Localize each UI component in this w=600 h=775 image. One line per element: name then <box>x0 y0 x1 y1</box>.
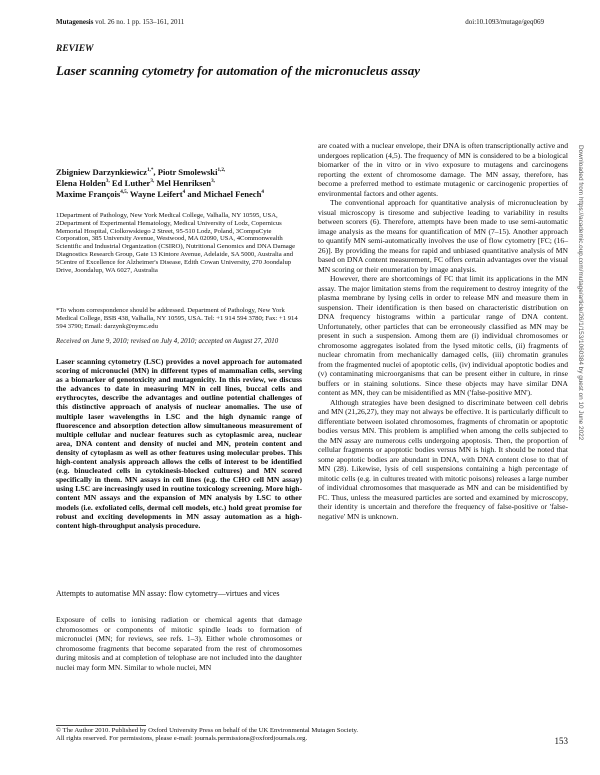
body-text-left: Exposure of cells to ionising radiation or chemical agents that damage chromosomes or components of mitotic spindle leads to formation of micronuclei (MN; for reviews, see refs. 1–3). Either whole chromosomes or chromosome fragments that become separated from the rest of chromosomes during mitosis and at completion of telophase are not included into the daughter nuclei may form MN. Similar to whole nuclei, MN <box>56 615 302 672</box>
copyright-line: © The Author 2010. Published by Oxford University Press on behalf of the UK Environmental Mutagen Society. <box>56 727 359 734</box>
journal-name: Mutagenesis <box>56 18 94 26</box>
footer-rule <box>56 725 146 726</box>
paragraph: However, there are shortcomings of FC that limit its applications in the MN assay. The major limitation stems from the requirement to destroy integrity of the plasma membrane by lysing cells in order to release MN and measure them in suspension. Their identification is then based on characteristic distribution on DNA frequency histograms within a particular range of DNA content. Unfortunately, other particles that can be erroneously classified as MN may be present in such a suspension. Among them are (i) individual chromosomes or chromosome aggregates isolated from the lysed mitotic cells, (ii) fragments of nuclear chromatin from mechanically damaged cells, (iii) chromatin granules from the fragmented nuclei of apoptotic cells, (iv) individual apoptotic bodies and (v) contaminating microorganisms that can be present either in culture, in rinse buffers or in staining solutions. Since these objects may have similar DNA content as MN, they can be misidentified as MN ('false-positive MN'). <box>318 274 568 397</box>
article-title: Laser scanning cytometry for automation of the micronucleus assay <box>56 63 421 78</box>
author-line: Elena Holden$^{3,}$ Ed Luther$^{3,}$ Mel Henriksen$^{3,}$ <box>56 178 215 188</box>
correspondence: *To whom correspondence should be addressed. Department of Pathology, New York Medical College, BSB 438, Valhalla, NY 10595, USA. Tel: +1 914 594 3780; Fax: +1 914 594 3790; Email: darzynk@nymc.edu <box>56 307 298 330</box>
body-text-right <box>318 141 568 521</box>
watermark-text: Downloaded from https://academic.oup.com/mutage/article/26/1/153/1060384 by guest on 10 June 2022 <box>577 145 584 441</box>
journal-header <box>56 18 184 26</box>
paragraph: are coated with a nuclear envelope, their DNA is often transcriptionally active and undergoes replication (4,5). The frequency of MN is considered to be a biological biomarker of the in vitro or in vivo exposure to mutagens and carcinogens reporting the extent of chromosome damage. The MN assay, therefore, has become a preferred method to estimate mutagenic or carcinogenic properties of environmental factors and other agents. <box>318 141 568 198</box>
paragraph: The conventional approach for quantitative analysis of micronucleation by visual microscopy is tiresome and subjective leading to variability in results between scorers (6). Therefore, attempts have been made to use semi-automatic image analysis as the means for quantification of MN (7–15). Another approach to quantify MN semi-automatically involves the use of flow cytometry [FC; (16–26)]. By providing the means for rapid and unbiased quantitative analysis of MN based on DNA content measurement, FC offers certain advantages over the visual MN scoring or their enumeration by image analysis. <box>318 198 568 274</box>
paragraph: Although strategies have been designed to discriminate between cell debris and MN (21,26,27), they may not always be effective. It is particularly difficult to differentiate between isolated chromosomes, fragments of chromatin or apoptotic bodies versus MN. This problem is amplified when among the cells subjected to the MN assay are numerous cells undergoing apoptosis. Then, the proportion of cellular fragments or apoptotic bodies versus MN is high. It should be noted that some apoptotic bodies are abundant in DNA, with DNA content close to that of MN (28). Likewise, lysis of cell suspensions containing a high percentage of mitotic cells (e.g. in cultures treated with mitotic poisons) releases a large number of individual chromosomes that masquerade as MN and can be misidentified by FC. Thus, unless the measured particles are sorted and examined by microscopy, their identity is uncertain and therefore the frequency of false-positive or 'false-negative' MN is unknown. <box>318 397 568 521</box>
author-list <box>56 167 302 200</box>
affiliations: 1Department of Pathology, New York Medical College, Valhalla, NY 10595, USA, 2Department of Experimental Hematology, Medical University of Lodz, Copernicus Memorial Hospital, Ciolkowskiego 2 Street, 95-510 Lodz, Poland, 3CompuCyte Corporation, 385 University Avenue, Westwood, MA 02090, USA, 4Commonwealth Scientific and Industrial Organization (CSIRO), Nutritional Genomics and DNA Damage Diagnostics Research Group, Gate 13 Kintore Avenue, Adelaide, SA 5000, Australia and 5Centre of Excellence for Alzheimer's Disease, Edith Cowan University, 270 Joondalup Drive, Joondalup, WA 6027, Australia <box>56 212 296 274</box>
copyright-footer <box>56 727 456 743</box>
author-line: Maxime François$^{4,5,}$ Wayne Leifert$^4$ and Michael Fenech$^4$ <box>56 189 264 199</box>
page-number: 153 <box>554 736 568 746</box>
doi[interactable]: doi:10.1093/mutage/geq069 <box>465 18 544 26</box>
abstract: Laser scanning cytometry (LSC) provides a novel approach for automated scoring of micronuclei (MN) in different types of mammalian cells, serving as a biomarker of genotoxicity and mutagenicity. In this review, we discuss the advances to date in measuring MN in cell lines, buccal cells and erythrocytes, describe the advantages and outline potential challenges of this distinctive approach of analysis of nuclear anomalies. The use of multiple laser wavelengths in LSC and the high dynamic range of fluorescence and absorption detection allow simultaneous measurement of multiple cellular and nuclear features such as cytoplasmic area, nuclear area, DNA content and density of nuclei and MN, protein content and density of cytoplasm as well as other features using molecular probes. This high-content analysis approach allows the cells of interest to be identified (e.g. binucleated cells in cytokinesis-blocked cultures) and MN scored specifically in them. MN assays in cell lines (e.g. the CHO cell MN assay) using LSC are increasingly used in routine toxicology screening. More high-content MN assays and the expansion of MN analysis by LSC to other models (i.e. exfoliated cells, dermal cell models, etc.) hold great promise for robust and exciting developments in MN assay automation as a high-content high-throughput analysis procedure. <box>56 357 302 530</box>
section-heading: Attempts to automatise MN assay: flow cytometry—virtues and vices <box>56 589 280 598</box>
permissions-line: All rights reserved. For permissions, please e-mail: journals.permissions@oxfordjournals.org. <box>56 735 308 742</box>
author-line: Zbigniew Darzynkiewicz$^{1,*}$, Piotr Smolewski$^{1,2,}$ <box>56 167 226 177</box>
volume-info: vol. 26 no. 1 pp. 153–161, 2011 <box>95 18 185 26</box>
received-dates: Received on June 9, 2010; revised on July 4, 2010; accepted on August 27, 2010 <box>56 338 279 345</box>
section-label: REVIEW <box>56 44 94 54</box>
download-watermark <box>572 145 586 615</box>
